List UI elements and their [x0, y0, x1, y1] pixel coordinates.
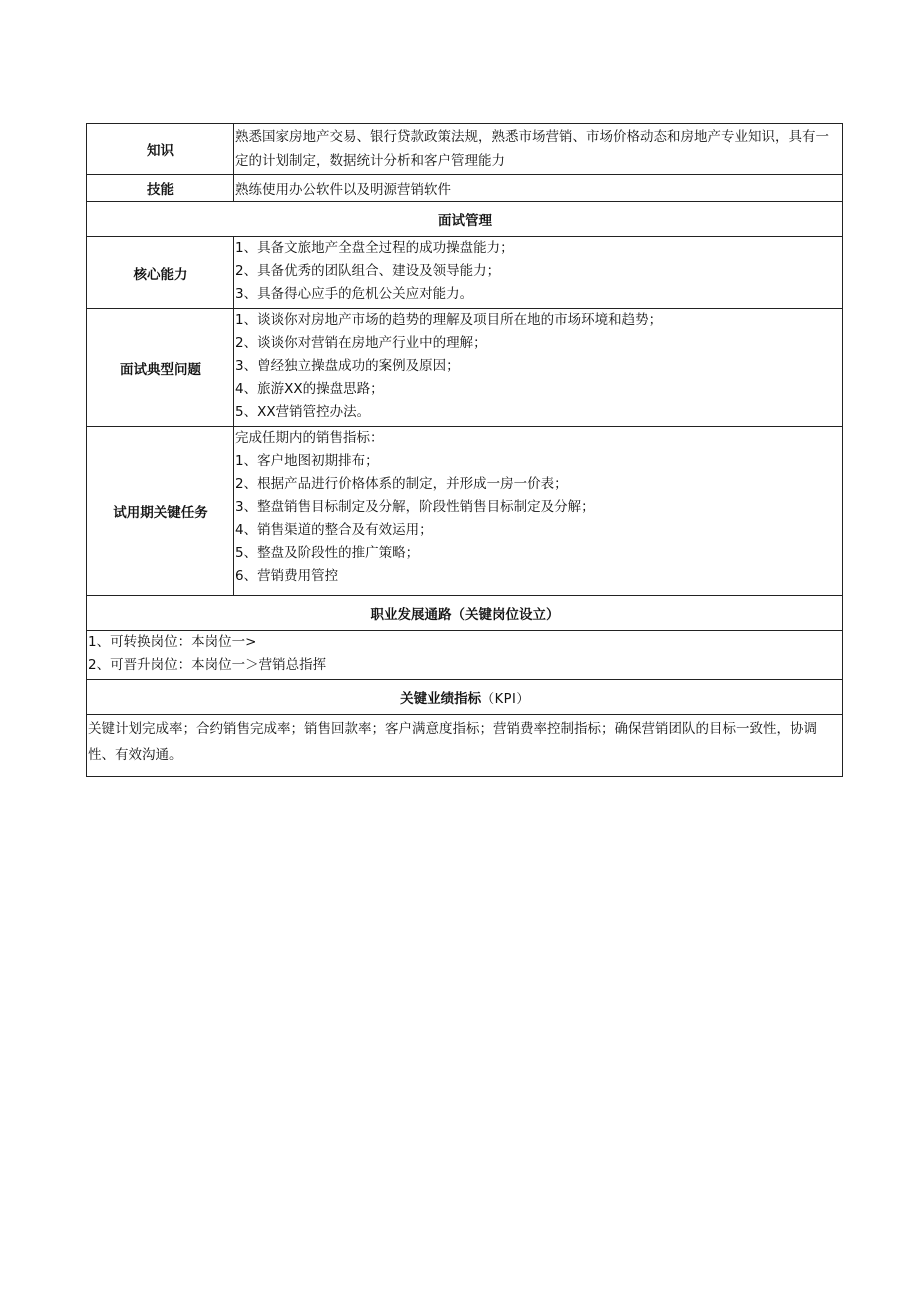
knowledge-text: 熟悉国家房地产交易、银行贷款政策法规，熟悉市场营销、市场价格动态和房地产专业知识，具有一定的计划制定，数据统计分析和客户管理能力	[234, 124, 843, 175]
core-ability-list	[234, 237, 843, 309]
skill-row	[87, 175, 843, 202]
interview-questions-row	[87, 309, 843, 427]
interview-questions-list	[234, 309, 843, 427]
list-item: 1、可转换岗位：本岗位一>	[88, 634, 257, 650]
list-item: 3、曾经独立操盘成功的案例及原因；	[235, 358, 460, 374]
probation-tasks-clip	[235, 427, 842, 595]
probation-tasks-list	[234, 427, 843, 596]
kpi-header-row	[87, 680, 843, 715]
career-title: 职业发展通路（关键岗位设立）	[87, 596, 843, 631]
list-item: 完成任期内的销售指标：	[235, 430, 384, 446]
list-item: 2、具备优秀的团队组合、建设及领导能力；	[235, 263, 501, 279]
knowledge-row	[87, 124, 843, 175]
career-header-row	[87, 596, 843, 631]
kpi-title-suffix: （KPI）	[481, 692, 530, 707]
knowledge-label: 知识	[87, 124, 234, 175]
list-item: 1、谈谈你对房地产市场的趋势的理解及项目所在地的市场环境和趋势；	[235, 312, 663, 328]
probation-tasks-row	[87, 427, 843, 596]
core-ability-row	[87, 237, 843, 309]
kpi-text: 关键计划完成率；合约销售完成率；销售回款率；客户满意度指标；营销费率控制指标；确保营销团队的目标一致性，协调性、有效沟通。	[87, 715, 843, 777]
kpi-header	[87, 680, 843, 715]
interview-header-row	[87, 202, 843, 237]
core-ability-label: 核心能力	[87, 237, 234, 309]
list-item: 4、销售渠道的整合及有效运用；	[235, 522, 433, 538]
list-item: 5、整盘及阶段性的推广策略；	[235, 545, 420, 561]
probation-tasks-label: 试用期关键任务	[87, 427, 234, 596]
list-item: 2、根据产品进行价格体系的制定，并形成一房一价表；	[235, 476, 568, 492]
career-content-row	[87, 631, 843, 680]
skill-label: 技能	[87, 175, 234, 202]
list-item: 5、XX营销管控办法。	[235, 404, 371, 420]
list-item: 1、具备文旅地产全盘全过程的成功操盘能力；	[235, 240, 514, 256]
list-item: 6、营销费用管控	[235, 568, 339, 584]
list-item: 3、整盘销售目标制定及分解，阶段性销售目标制定及分解；	[235, 499, 595, 515]
list-item: 2、谈谈你对营销在房地产行业中的理解；	[235, 335, 487, 351]
kpi-title: 关键业绩指标	[400, 691, 482, 707]
list-item: 4、旅游XX的操盘思路；	[235, 381, 384, 397]
kpi-content-row	[87, 715, 843, 777]
list-item: 1、客户地图初期排布；	[235, 453, 379, 469]
list-item: 2、可晋升岗位：本岗位一＞营销总指挥	[88, 657, 327, 673]
interview-title: 面试管理	[87, 202, 843, 237]
skill-text: 熟练使用办公软件以及明源营销软件	[234, 175, 843, 202]
career-list	[87, 631, 843, 680]
job-description-table	[86, 123, 843, 777]
list-item: 3、具备得心应手的危机公关应对能力。	[235, 286, 474, 302]
interview-questions-label: 面试典型问题	[87, 309, 234, 427]
